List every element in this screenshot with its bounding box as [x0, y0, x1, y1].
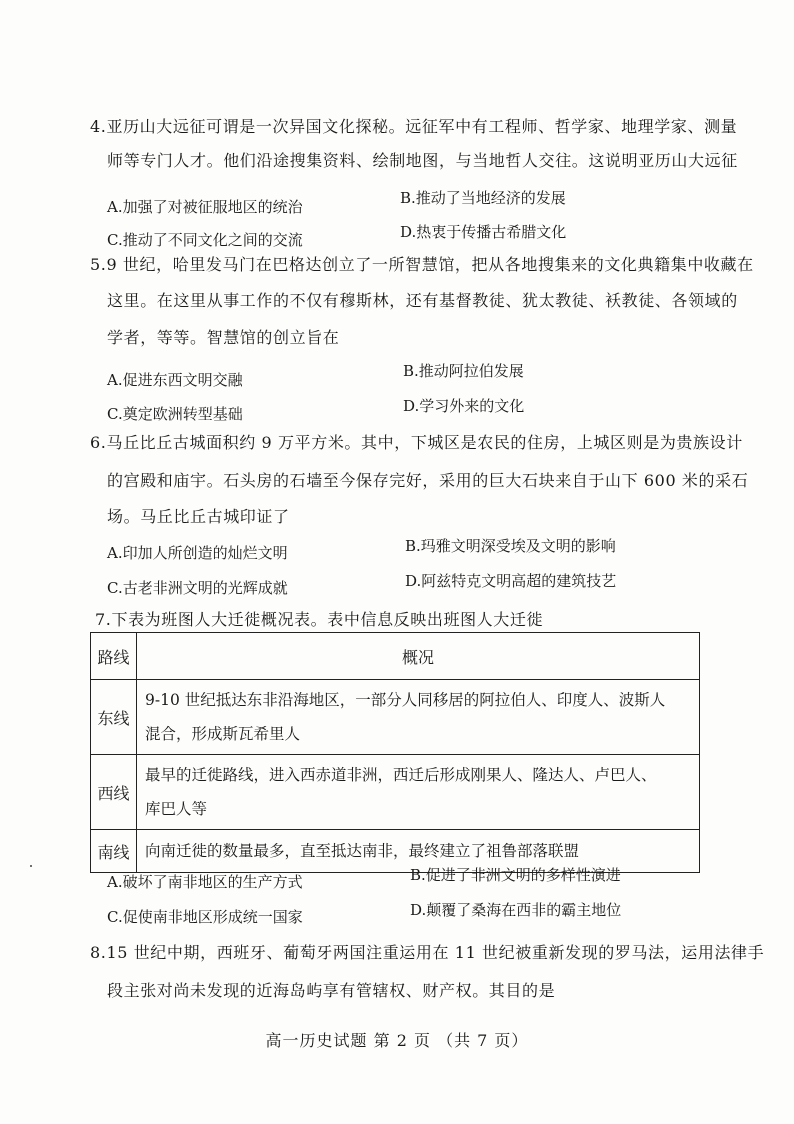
- q4-option-b: B.推动了当地经济的发展: [400, 189, 566, 207]
- q7-option-c: C.促使南非地区形成统一国家: [107, 908, 303, 926]
- q7-option-a: A.破坏了南非地区的生产方式: [107, 873, 303, 891]
- header-overview: 概况: [137, 633, 700, 680]
- row-route: 南线: [91, 830, 137, 873]
- q7-stem: 7.下表为班图人大迁徙概况表。表中信息反映出班图人大迁徙: [95, 610, 544, 629]
- row-route: 西线: [91, 755, 137, 830]
- row-desc-line: 库巴人等: [145, 800, 208, 818]
- q4-option-c: C.推动了不同文化之间的交流: [107, 231, 303, 249]
- q6-option-d: D.阿兹特克文明高超的建筑技艺: [405, 572, 617, 590]
- q6-option-c: C.古老非洲文明的光辉成就: [107, 579, 288, 597]
- table-row: [91, 680, 700, 755]
- q6-stem-line-1: 6.马丘比丘古城面积约 9 万平方米。其中，下城区是农民的住房，上城区则是为贵族设计: [90, 433, 743, 452]
- q6-option-a: A.印加人所创造的灿烂文明: [107, 544, 288, 562]
- q5-stem-line-2: 这里。在这里从事工作的不仅有穆斯林，还有基督教徒、犹太教徒、袄教徒、各领域的: [107, 291, 738, 310]
- q5-option-d: D.学习外来的文化: [403, 397, 525, 415]
- q8-stem-line-2: 段主张对尚未发现的近海岛屿享有管辖权、财产权。其目的是: [107, 981, 556, 1000]
- row-desc-line: 混合，形成斯瓦希里人: [145, 725, 301, 743]
- q6-option-b: B.玛雅文明深受埃及文明的影响: [405, 537, 616, 555]
- q4-stem-line-1: 4.亚历山大远征可谓是一次异国文化探秘。远征军中有工程师、哲学家、地理学家、测量: [90, 117, 738, 136]
- q4-stem-line-2: 师等专门人才。他们沿途搜集资料、绘制地图，与当地哲人交往。这说明亚历山大远征: [107, 151, 738, 170]
- q6-stem-line-3: 场。马丘比丘古城印证了: [107, 507, 290, 526]
- q5-stem-line-1: 5.9 世纪，哈里发马门在巴格达创立了一所智慧馆，把从各地搜集来的文化典籍集中收藏在: [90, 255, 754, 274]
- row-desc-line: 最早的迁徙路线，进入西赤道非洲，西迁后形成刚果人、隆达人、卢巴人、: [145, 766, 657, 784]
- q5-option-c: C.奠定欧洲转型基础: [107, 405, 243, 423]
- q5-option-b: B.推动阿拉伯发展: [403, 362, 524, 380]
- q4-option-d: D.热衷于传播古希腊文化: [400, 223, 567, 241]
- row-desc-line: 向南迁徙的数量最多，直至抵达南非，最终建立了祖鲁部落联盟: [145, 842, 580, 860]
- row-desc-line: 9-10 世纪抵达东非沿海地区，一部分人同移居的阿拉伯人、印度人、波斯人: [145, 691, 666, 709]
- q4-option-a: A.加强了对被征服地区的统治: [107, 198, 303, 216]
- row-route: 东线: [91, 680, 137, 755]
- scan-speck: [30, 865, 32, 867]
- bantu-migration-table: [90, 632, 700, 873]
- q8-stem-line-1: 8.15 世纪中期，西班牙、葡萄牙两国注重运用在 11 世纪被重新发现的罗马法，运用法律手: [90, 943, 765, 962]
- q5-option-a: A.促进东西文明交融: [107, 371, 243, 389]
- table-header-row: [91, 633, 700, 680]
- page-footer: 高一历史试题 第 2 页 （共 7 页）: [265, 1031, 529, 1050]
- row-description: [137, 755, 700, 830]
- q7-option-d: D.颠覆了桑海在西非的霸主地位: [410, 901, 622, 919]
- q7-option-b: B.促进了非洲文明的多样性演进: [410, 866, 621, 884]
- table-row: [91, 755, 700, 830]
- header-route: 路线: [91, 633, 137, 680]
- q5-stem-line-3: 学者，等等。智慧馆的创立旨在: [107, 328, 340, 347]
- q6-stem-line-2: 的宫殿和庙宇。石头房的石墙至今保存完好，采用的巨大石块来自于山下 600 米的采石: [107, 471, 749, 490]
- row-description: [137, 680, 700, 755]
